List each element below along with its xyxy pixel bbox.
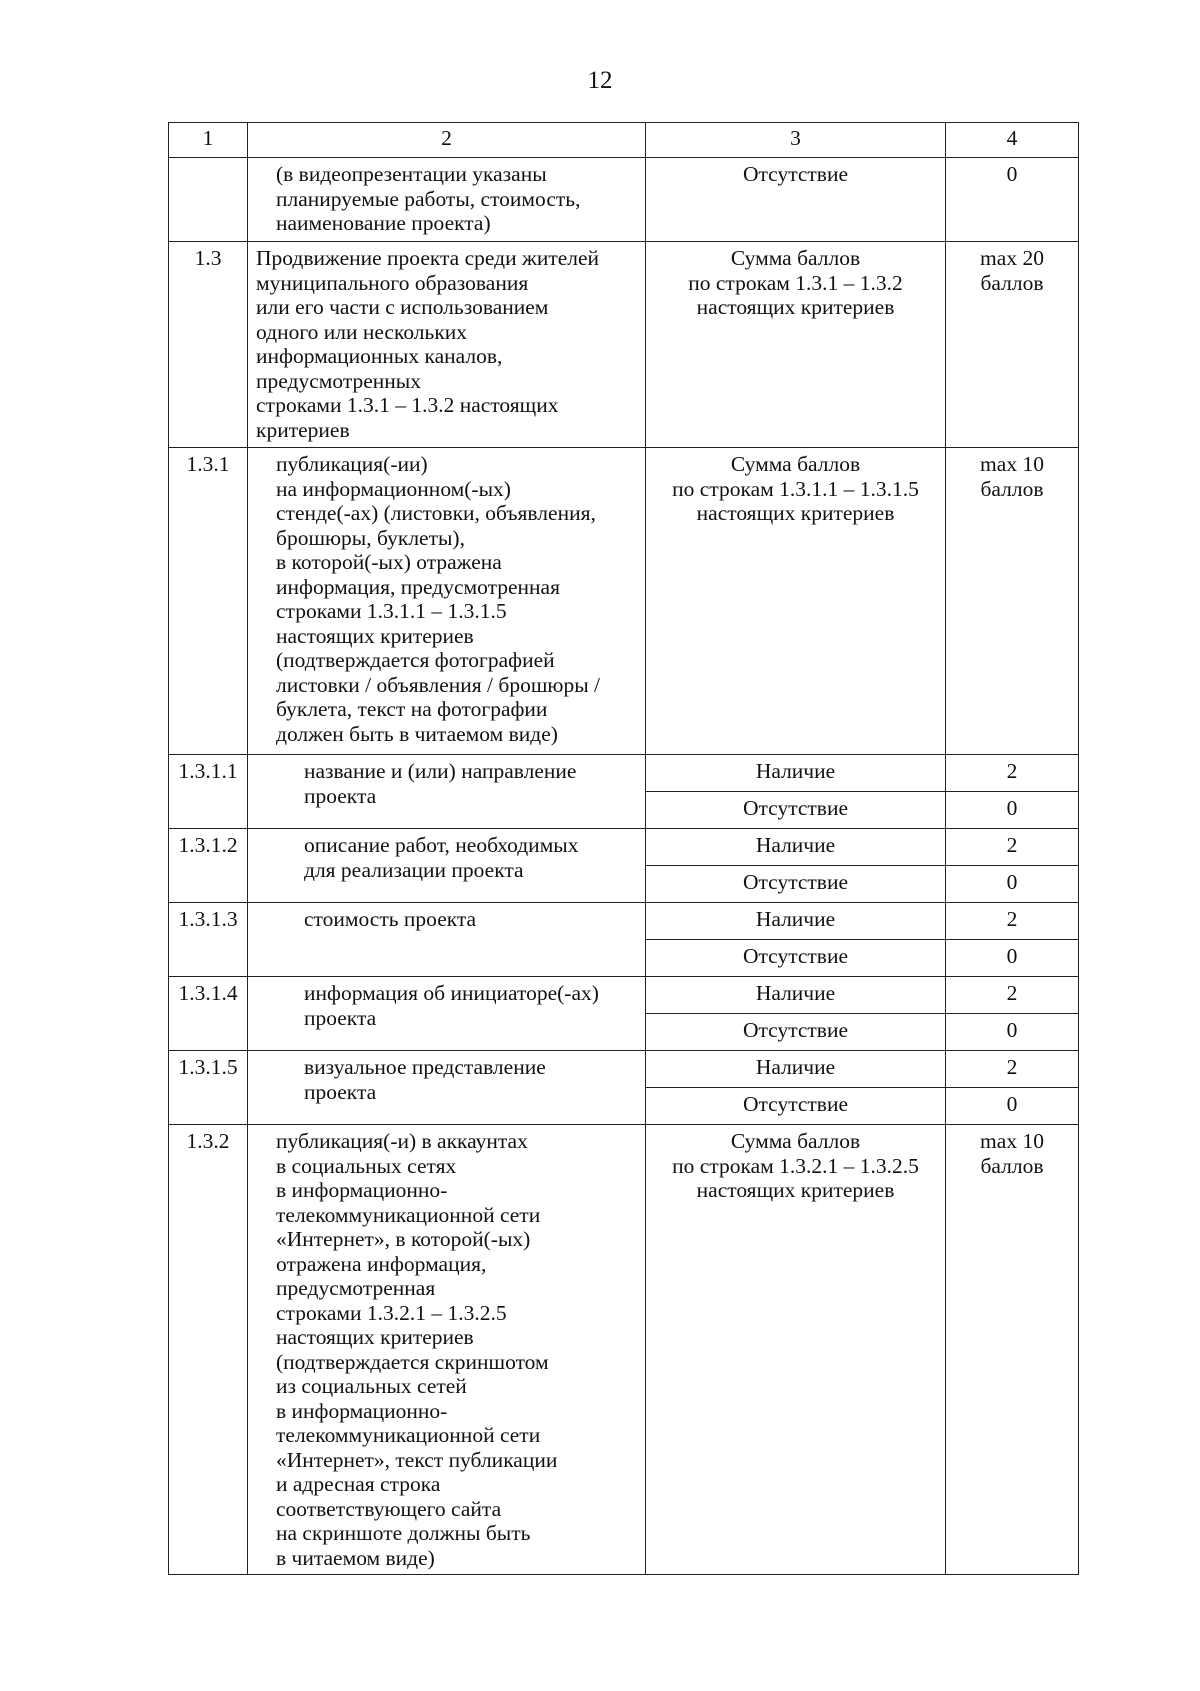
criterion-text: (в видеопрезентации указаны планируемые работы, стоимость, наименование проекта)	[248, 158, 646, 242]
table-row	[169, 448, 1079, 755]
table-row	[169, 829, 1079, 866]
header-cell-2: 2	[248, 123, 646, 158]
points-value: 0	[946, 1088, 1079, 1125]
row-number	[169, 158, 248, 242]
points-value: 0	[946, 866, 1079, 903]
table-row	[169, 1051, 1079, 1088]
criterion-text: описание работ, необходимых для реализации проекта	[248, 829, 646, 903]
points-value: 2	[946, 1051, 1079, 1088]
criterion-text: название и (или) направление проекта	[248, 755, 646, 829]
points-value: 2	[946, 977, 1079, 1014]
row-number: 1.3.1.4	[169, 977, 248, 1051]
evaluation-presence: Наличие	[646, 903, 946, 940]
header-cell-1: 1	[169, 123, 248, 158]
criterion-text: Продвижение проекта среди жителей муниципального образования или его части с использованием одного или нескольких информационных каналов, предусмотренных строками 1.3.1 – 1.3.2 настоящих критериев	[248, 242, 646, 448]
points-value: 0	[946, 792, 1079, 829]
evaluation-text: Отсутствие	[646, 158, 946, 242]
row-number: 1.3.1	[169, 448, 248, 755]
evaluation-presence: Наличие	[646, 977, 946, 1014]
row-number: 1.3.1.3	[169, 903, 248, 977]
evaluation-presence: Наличие	[646, 755, 946, 792]
points-value: 0	[946, 158, 1079, 242]
evaluation-text: Сумма баллов по строкам 1.3.2.1 – 1.3.2.5 настоящих критериев	[646, 1125, 946, 1575]
table-header-row	[169, 123, 1079, 158]
points-value: 2	[946, 829, 1079, 866]
table-row	[169, 977, 1079, 1014]
evaluation-absence: Отсутствие	[646, 940, 946, 977]
points-value: max 20 баллов	[946, 242, 1079, 448]
evaluation-absence: Отсутствие	[646, 1014, 946, 1051]
header-cell-4: 4	[946, 123, 1079, 158]
criterion-text: визуальное представление проекта	[248, 1051, 646, 1125]
evaluation-absence: Отсутствие	[646, 866, 946, 903]
evaluation-absence: Отсутствие	[646, 792, 946, 829]
table-row	[169, 242, 1079, 448]
row-number: 1.3.1.2	[169, 829, 248, 903]
points-value: max 10 баллов	[946, 448, 1079, 755]
table-row	[169, 158, 1079, 242]
page-number: 12	[587, 67, 613, 94]
criterion-text: информация об инициаторе(-ах) проекта	[248, 977, 646, 1051]
row-number: 1.3.1.1	[169, 755, 248, 829]
table-row	[169, 1125, 1079, 1575]
points-value: 2	[946, 755, 1079, 792]
row-number: 1.3	[169, 242, 248, 448]
row-number: 1.3.1.5	[169, 1051, 248, 1125]
evaluation-text: Сумма баллов по строкам 1.3.1.1 – 1.3.1.5 настоящих критериев	[646, 448, 946, 755]
criterion-text: публикация(-и) в аккаунтах в социальных сетях в информационно- телекоммуникационной сети «Интернет», в которой(-ых) отражена информация, предусмотренная строками 1.3.2.1 – 1.3.2.5 настоящих критериев (подтверждается скриншотом из социальных сетей в информационно- телекоммуникационной сети «Интернет», текст публикации и адресная строка соответствующего сайта на скриншоте должны быть в читаемом виде)	[248, 1125, 646, 1575]
evaluation-text: Сумма баллов по строкам 1.3.1 – 1.3.2 настоящих критериев	[646, 242, 946, 448]
criterion-text: стоимость проекта	[248, 903, 646, 977]
table-row	[169, 755, 1079, 792]
points-value: 0	[946, 1014, 1079, 1051]
evaluation-presence: Наличие	[646, 1051, 946, 1088]
points-value: 2	[946, 903, 1079, 940]
evaluation-absence: Отсутствие	[646, 1088, 946, 1125]
criterion-text: публикация(-ии) на информационном(-ых) стенде(-ах) (листовки, объявления, брошюры, буклеты), в которой(-ых) отражена информация, предусмотренная строками 1.3.1.1 – 1.3.1.5 настоящих критериев (подтверждается фотографией листовки / объявления / брошюры / буклета, текст на фотографии должен быть в читаемом виде)	[248, 448, 646, 755]
points-value: max 10 баллов	[946, 1125, 1079, 1575]
row-number: 1.3.2	[169, 1125, 248, 1575]
criteria-table	[168, 122, 1079, 1575]
points-value: 0	[946, 940, 1079, 977]
table-row	[169, 903, 1079, 940]
evaluation-presence: Наличие	[646, 829, 946, 866]
header-cell-3: 3	[646, 123, 946, 158]
